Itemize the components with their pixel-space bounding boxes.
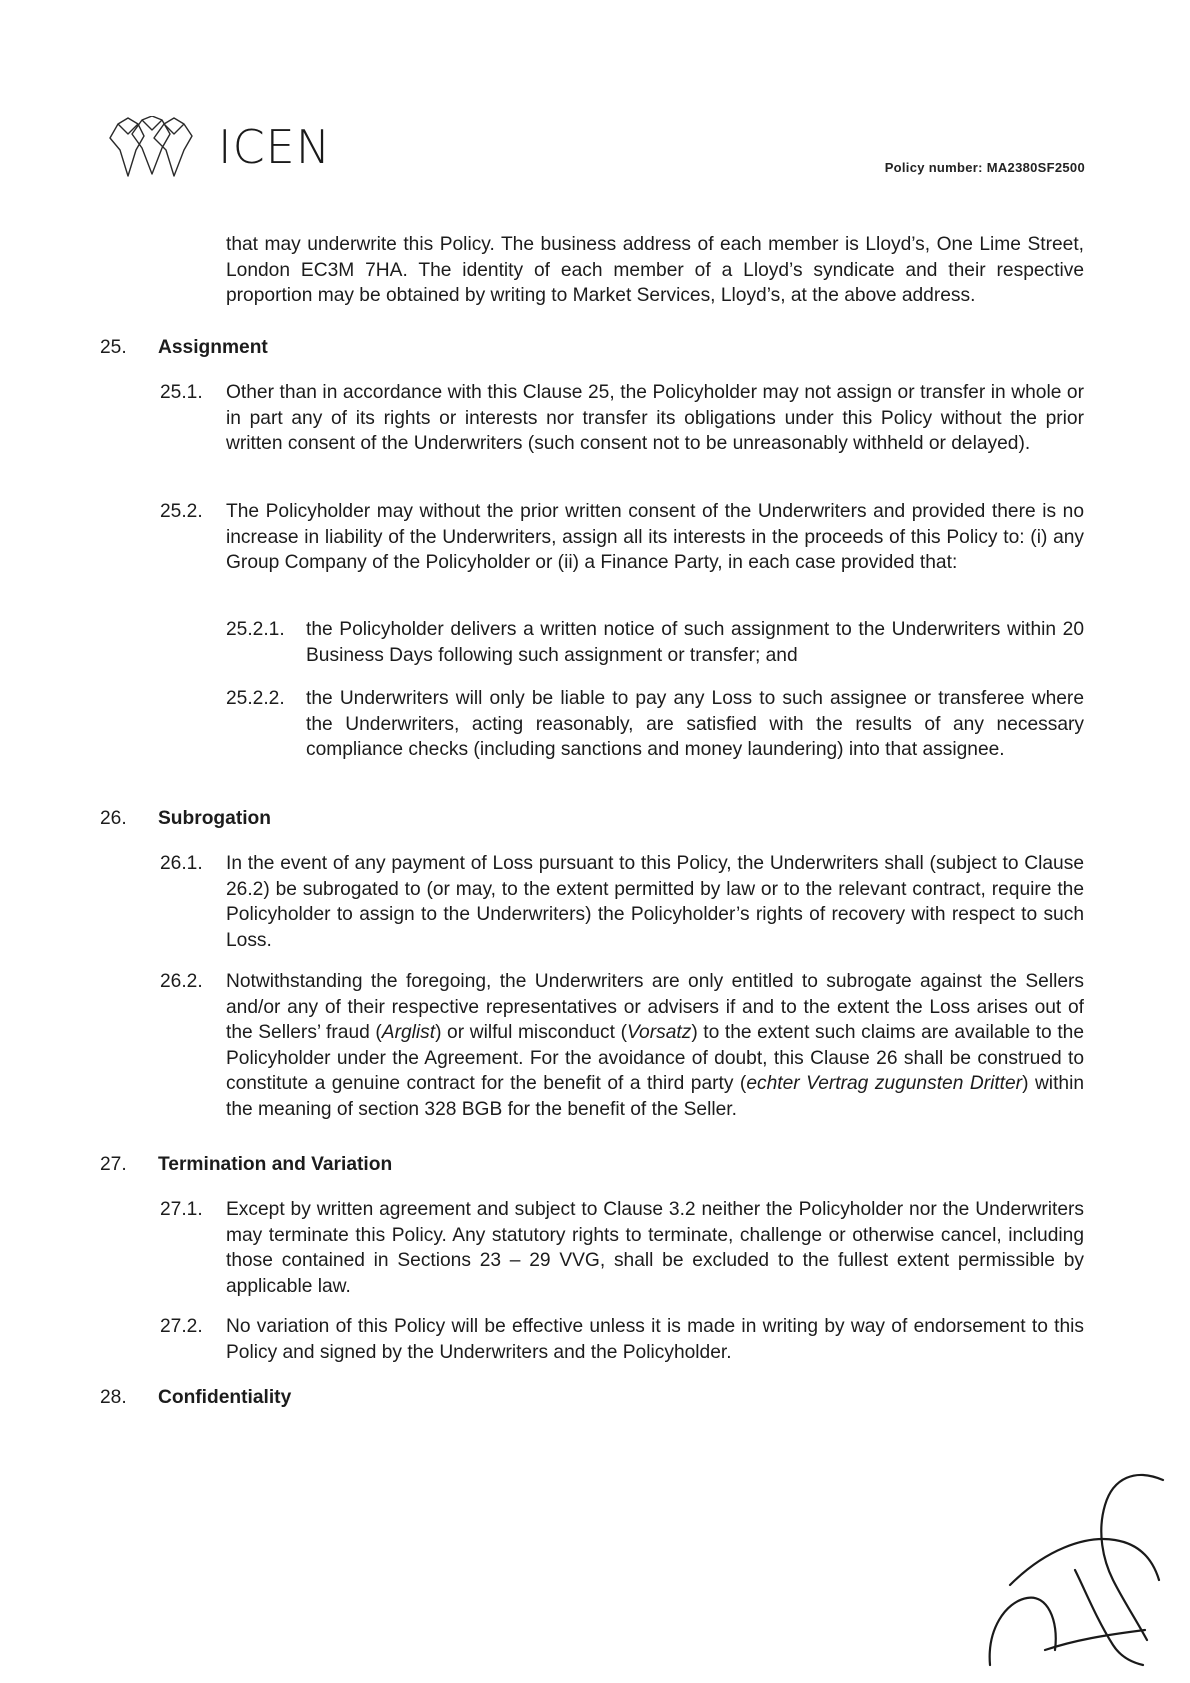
logo-wordmark: ICEN	[218, 120, 332, 174]
clause-text-segment: Notwithstanding the foregoing, the Underwriters are only entitled to subrogate against the Sellers and/or any of their respective representatives or advisers if and to the extent the Loss arises out of the Sellers’ fraud (	[226, 971, 1084, 1043]
icen-logo-mark-icon	[108, 116, 208, 180]
clause-number: 25.1.	[160, 382, 203, 403]
icen-logo	[108, 112, 338, 182]
clause-text-segment: ) or wilful misconduct (	[435, 1022, 627, 1043]
clause-number: 26.2.	[160, 971, 203, 992]
section-number: 28.	[100, 1387, 127, 1408]
clause-number: 27.2.	[160, 1316, 203, 1337]
clause-text: In the event of any payment of Loss pursuant to this Policy, the Underwriters shall (subject to Clause 26.2) be subrogated to (or may, to the extent permitted by law or to the relevant contract, require the Policyholder to assign to the Underwriters) the Policyholder’s rights of recovery with respect to such Loss.	[226, 853, 1084, 951]
section-title: Confidentiality	[158, 1387, 292, 1408]
clause-text-italic: echter Vertrag zugunsten Dritter	[746, 1073, 1023, 1094]
clause-number: 26.1.	[160, 853, 203, 874]
clause-text: The Policyholder may without the prior written consent of the Underwriters and provided there is no increase in liability of the Underwriters, assign all its interests in the proceeds of this Policy to: (i) any Group Company of the Policyholder or (ii) a Finance Party, in each case provided that:	[226, 501, 1084, 573]
clause-number: 27.1.	[160, 1199, 203, 1220]
clause-number: 25.2.2.	[226, 688, 285, 709]
intro-paragraph: that may underwrite this Policy. The business address of each member is Lloyd’s, One Lime Street, London EC3M 7HA. The identity of each member of a Lloyd’s syndicate and their respective proportion may be obtained by writing to Market Services, Lloyd’s, at the above address.	[226, 234, 1084, 306]
clause-text: the Policyholder delivers a written notice of such assignment to the Underwriters within 20 Business Days following such assignment or transfer; and	[306, 619, 1084, 666]
policy-number	[885, 160, 1085, 175]
clause-number: 25.2.	[160, 501, 203, 522]
section-number: 25.	[100, 337, 127, 358]
section-title: Subrogation	[158, 808, 271, 829]
clause-number: 25.2.1.	[226, 619, 285, 640]
policy-number-value: MA2380SF2500	[986, 160, 1085, 175]
clause-text: No variation of this Policy will be effective unless it is made in writing by way of endorsement to this Policy and signed by the Underwriters and the Policyholder.	[226, 1316, 1084, 1363]
section-number: 27.	[100, 1154, 127, 1175]
policy-number-label: Policy number:	[884, 160, 983, 175]
clause-text-italic: Vorsatz	[626, 1022, 692, 1043]
section-title: Assignment	[158, 337, 268, 358]
handwritten-initials-icon	[985, 1470, 1165, 1670]
clause-text-segment: ) to the extent such claims are available to the Policyholder under the Agreement. For the avoidance of doubt, this Clause 26 shall be construed to constitute a genuine contract for the benefit of a third party (	[226, 1022, 1084, 1094]
clause-text-segment: ) within the meaning of section 328 BGB for the benefit of the Seller.	[226, 1073, 1085, 1120]
clause-text: the Underwriters will only be liable to pay any Loss to such assignee or transferee where the Underwriters, acting reasonably, are satisfied with the results of any necessary compliance checks (including sanctions and money laundering) into that assignee.	[306, 688, 1084, 760]
clause-text	[226, 969, 1084, 1122]
clause-text-italic: Arglist	[381, 1022, 436, 1043]
section-number: 26.	[100, 808, 127, 829]
section-title: Termination and Variation	[158, 1154, 393, 1175]
clause-text: Other than in accordance with this Clause 25, the Policyholder may not assign or transfer in whole or in part any of its rights or interests nor transfer its obligations under this Policy without the prior written consent of the Underwriters (such consent not to be unreasonably withheld or delayed).	[226, 382, 1084, 454]
clause-text: Except by written agreement and subject to Clause 3.2 neither the Policyholder nor the Underwriters may terminate this Policy. Any statutory rights to terminate, challenge or otherwise cancel, including those contained in Sections 23 – 29 VVG, shall be excluded to the fullest extent permissible by applicable law.	[226, 1199, 1084, 1297]
